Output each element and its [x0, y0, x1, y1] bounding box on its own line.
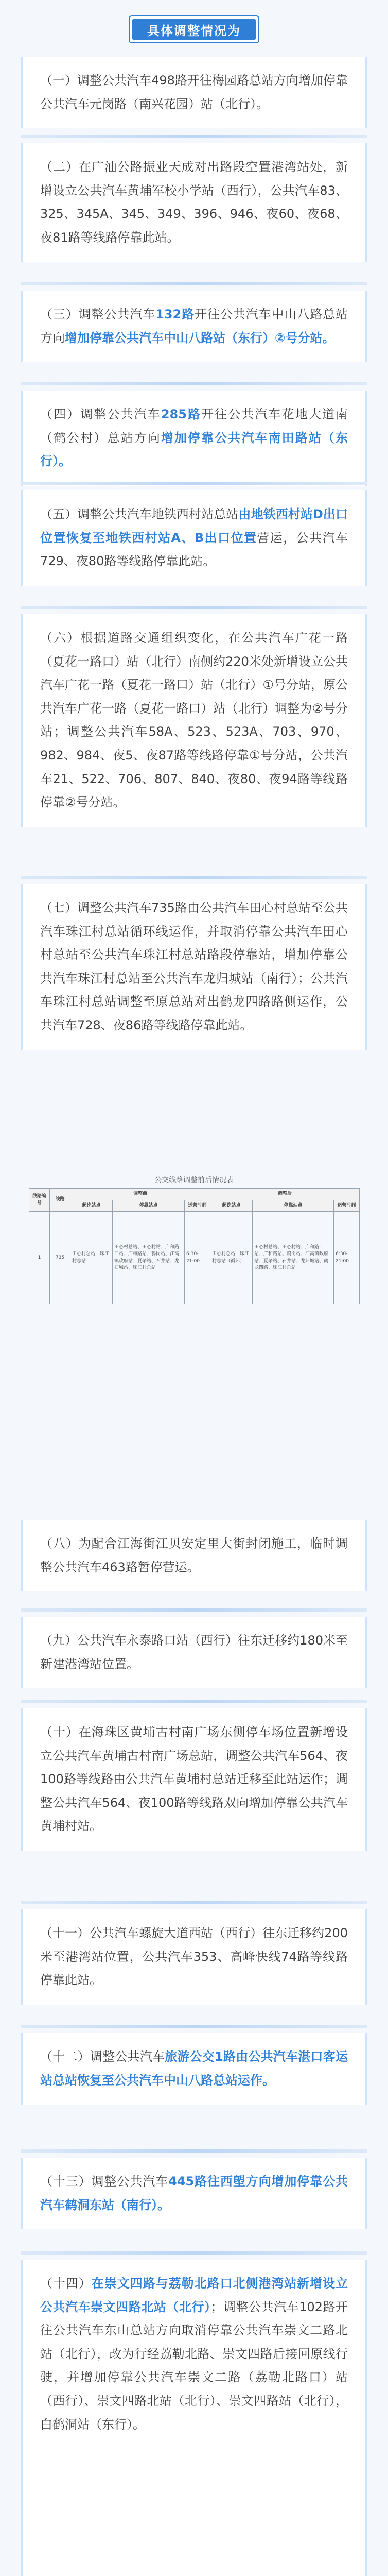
- section-text-2: [23, 143, 365, 262]
- cell-a-note: 6:30-21:00: [334, 1212, 360, 1304]
- section-text-9: [23, 1617, 365, 1688]
- body-text: 开往公共汽车花地大道南（鹤公村）总站方向: [40, 407, 348, 445]
- section-text-4: [23, 391, 365, 486]
- cell-b-stops: 田心村总站、田心村站、广和路口站、广和路站、鸦岗站、江高镇政府站、夏茅站、石井站、龙归城站、珠江村总站: [113, 1212, 185, 1304]
- divider: [21, 2025, 367, 2028]
- adjustment-table-wrap: [29, 1175, 359, 1304]
- divider: [21, 282, 367, 285]
- divider: [21, 382, 367, 385]
- body-text: （一）调整公共汽车498路开往梅园路总站方向增加停靠公共汽车元岗路（南兴花园）站（北行）。: [40, 73, 348, 111]
- section-text-3: [23, 291, 365, 362]
- section-text-8: [23, 1520, 365, 1591]
- section-text-1: [23, 57, 365, 128]
- header-a-terminal: 起讫站点: [210, 1200, 253, 1212]
- header-b-stops: 停靠站点: [113, 1200, 185, 1212]
- divider: [21, 1608, 367, 1612]
- body-text: 营运，公共汽车729、夜80路等线路停靠此站。: [40, 530, 348, 569]
- section-text-14: [23, 2260, 365, 2449]
- highlight-text: 旅游公交1路由公共汽车湛口客运站总站恢复至公共汽车中山八路总站运作。: [40, 2049, 348, 2088]
- header-seq: 线路编号: [29, 1189, 50, 1212]
- divider: [21, 876, 367, 879]
- table-row: [29, 1212, 360, 1304]
- section-card-6: [21, 614, 367, 827]
- section-text-10: [23, 1708, 365, 1851]
- section-text-13: [23, 2158, 365, 2229]
- divider: [21, 135, 367, 138]
- section-card-7: [21, 884, 367, 1050]
- divider: [21, 2251, 367, 2255]
- highlight-text: 增加停靠公共汽车南田路站（东行）。: [40, 430, 348, 469]
- body-text: （十）在海珠区黄埔古村南广场东侧停车场位置新增设立公共汽车黄埔古村南广场总站，调整公共汽车564、夜100路等线路由公共汽车黄埔村总站迁移至此站运作；调整公共汽车564、夜100路等线路双向增加停靠公共汽车黄埔村站。: [40, 1725, 348, 1834]
- table-title: 公交线路调整前后情况表: [154, 1176, 234, 1184]
- body-text: ；调整公共汽车102路开往公共汽车东山总站方向取消停靠公共汽车崇文二路北站（北行），改为行经荔勒北路、崇文四路后接回原线行驶，并增加停靠公共汽车崇文二路（荔勒北路口）站（西行）、崇文四路北站（北行）、崇文四路站（北行），白鹤洞站（东行）。: [40, 2299, 348, 2432]
- cell-seq: 1: [29, 1212, 50, 1304]
- section-card-14: [21, 2260, 367, 2576]
- body-text: （十四）: [40, 2276, 92, 2291]
- body-text: 开往公共汽车中山八路总站方向: [40, 307, 348, 345]
- section-text-7: [23, 884, 365, 1050]
- highlight-text: 132路: [155, 307, 195, 321]
- highlight-text: 由地铁西村站D出口位置恢复至地铁西村站A、B出口位置: [40, 507, 348, 545]
- section-text-6: [23, 614, 365, 827]
- body-text: （五）调整公共汽车地铁西村站总站: [40, 507, 239, 521]
- section-card-10: [21, 1708, 367, 1851]
- divider: [21, 482, 367, 485]
- page-title: 具体调整情况为: [132, 19, 256, 40]
- body-text: （十一）公共汽车螺旋大道西站（西行）往东迁移约200米至港湾站位置，公共汽车353、高峰快线74路等线路停靠此站。: [40, 1926, 348, 1988]
- section-card-13: [21, 2158, 367, 2229]
- section-card-2: [21, 143, 367, 262]
- section-text-11: [23, 1909, 365, 2005]
- body-text: （二）在广汕公路振业天成对出路段空置港湾站处，新增设立公共汽车黄埔军校小学站（西行），公共汽车83、325、345A、345、349、396、946、夜60、夜68、夜81路等线路停靠此站。: [40, 160, 348, 245]
- highlight-text: 445路往西塱方向增加停靠公共汽车鹤洞东站（南行）。: [40, 2174, 348, 2212]
- header-a-stops: 停靠站点: [253, 1200, 334, 1212]
- body-text: （八）为配合江海街江贝安定里大街封闭施工，临时调整公共汽车463路暂停营运。: [40, 1536, 348, 1574]
- header-before: 调整前: [70, 1189, 210, 1200]
- title-badge: [129, 15, 259, 43]
- highlight-text: 285路: [161, 407, 202, 421]
- body-text: （七）调整公共汽车735路由公共汽车田心村总站至公共汽车珠江村总站循环线运作，并取消停靠公共汽车田心村总站至公共汽车珠江村总站路段停靠站，增加停靠公共汽车珠江村总站至公共汽车龙归城站（南行）；公共汽车珠江村总站调整至原总站对出鹤龙四路路侧运作，公共汽车728、夜86路等线路停靠此站。: [40, 901, 348, 1032]
- header-banner: [0, 0, 388, 56]
- cell-a-terminal: 田心村总站－珠江村总站（循环）: [210, 1212, 253, 1304]
- adjustment-table: [29, 1188, 360, 1304]
- highlight-text: 增加停靠公共汽车中山八路站（东行）②号分站。: [65, 330, 335, 345]
- section-card-4: [21, 391, 367, 486]
- header-after: 调整后: [210, 1189, 360, 1200]
- cell-route: 735: [50, 1212, 70, 1304]
- section-card-8: [21, 1520, 367, 1591]
- body-text: （九）公共汽车永泰路口站（西行）往东迁移约180米至新建港湾站位置。: [40, 1633, 348, 1671]
- section-card-5: [21, 490, 367, 586]
- divider: [21, 2149, 367, 2153]
- highlight-text: 在崇文四路与荔勒北路口北侧港湾站新增设立公共汽车崇文四路北站（北行）: [40, 2276, 348, 2314]
- body-text: （三）调整公共汽车: [40, 307, 156, 321]
- header-route: 线路: [50, 1189, 70, 1212]
- header-a-note: 运营时间: [334, 1200, 360, 1212]
- section-card-12: [21, 2033, 367, 2105]
- cell-b-terminal: 田心村总站－珠江村总站: [70, 1212, 113, 1304]
- section-text-12: [23, 2033, 365, 2105]
- cell-a-stops: 田心村总站、田心村站、广和路口站、广和路站、鸦岗站、江高镇政府站、夏茅站、石井站、龙归城站、鹤龙四路、珠江村总站: [253, 1212, 334, 1304]
- body-text: （十二）调整公共汽车: [40, 2049, 165, 2064]
- divider: [21, 1901, 367, 1904]
- section-card-1: [21, 57, 367, 128]
- body-text: （四）调整公共汽车: [40, 407, 161, 421]
- divider: [21, 606, 367, 609]
- section-card-3: [21, 291, 367, 362]
- cell-b-note: 6:30-21:00: [185, 1212, 210, 1304]
- body-text: （十三）调整公共汽车: [40, 2174, 169, 2189]
- body-text: （六）根据道路交通组织变化，在公共汽车广花一路（夏花一路口）站（北行）南侧约220米处新增设立公共汽车广花一路（夏花一路口）站（北行）①号分站，原公共汽车广花一路（夏花一路口）站（北行）调整为②号分站；调整公共汽车58A、523、523A、703、970、982、984、夜5、夜87路等线路停靠①号分站，公共汽车21、522、706、807、840、夜80、夜94路等线路停靠②号分站。: [40, 631, 348, 810]
- header-b-terminal: 起讫站点: [70, 1200, 113, 1212]
- section-card-9: [21, 1617, 367, 1688]
- section-card-11: [21, 1909, 367, 2005]
- divider: [21, 1700, 367, 1703]
- section-text-5: [23, 490, 365, 586]
- header-b-note: 运营时间: [185, 1200, 210, 1212]
